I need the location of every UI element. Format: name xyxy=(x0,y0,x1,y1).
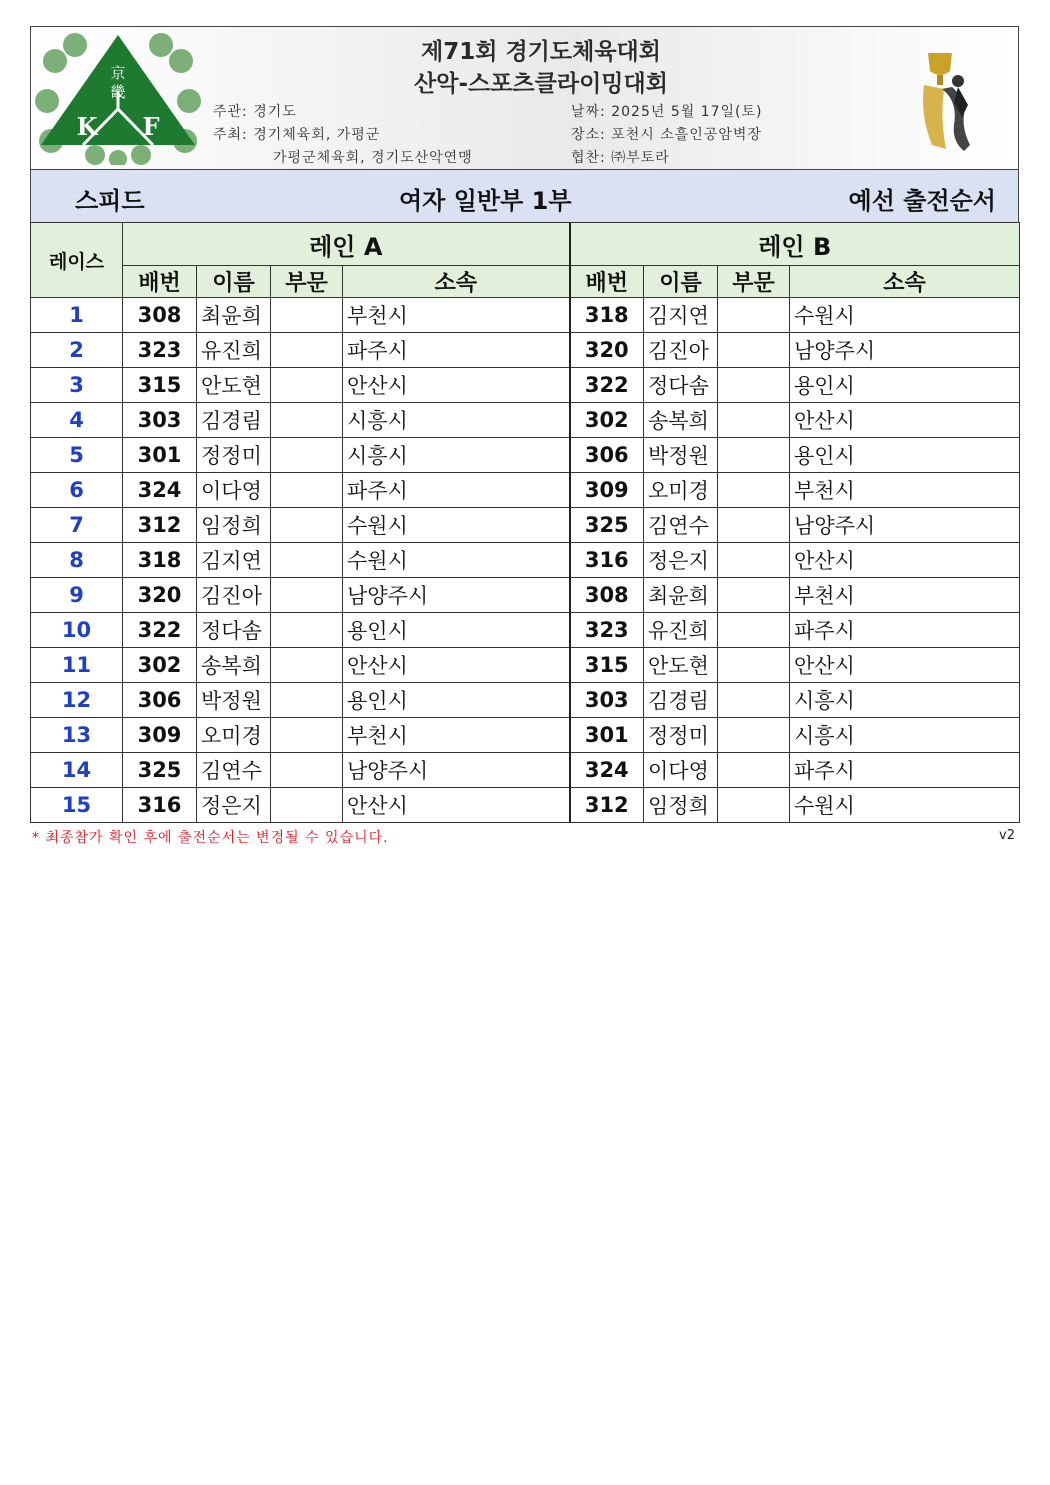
lane-b-club: 남양주시 xyxy=(790,508,1020,543)
lane-a-name: 김경림 xyxy=(197,403,271,438)
table-row xyxy=(31,753,1020,788)
lane-b-name: 정은지 xyxy=(644,543,718,578)
organizer-label: 주관: xyxy=(213,104,248,120)
lane-a-club: 안산시 xyxy=(343,368,570,403)
table-row xyxy=(31,508,1020,543)
lane-a-name-header: 이름 xyxy=(197,266,271,298)
lane-b-bib: 303 xyxy=(570,683,644,718)
footer xyxy=(30,823,1019,845)
lane-a-club: 부천시 xyxy=(343,718,570,753)
lane-b-category xyxy=(718,543,790,578)
date-line xyxy=(571,101,763,121)
race-number: 4 xyxy=(31,403,123,438)
venue-line xyxy=(571,124,762,144)
lane-b-bib: 306 xyxy=(570,438,644,473)
lane-b-bib: 320 xyxy=(570,333,644,368)
lane-b-name: 임정희 xyxy=(644,788,718,823)
race-number: 5 xyxy=(31,438,123,473)
lane-a-category xyxy=(271,753,343,788)
lane-a-category xyxy=(271,473,343,508)
lane-b-bib: 323 xyxy=(570,613,644,648)
event-type: 스피드 xyxy=(75,187,145,215)
lane-a-name: 정정미 xyxy=(197,438,271,473)
table-row xyxy=(31,298,1020,333)
lane-b-name: 정정미 xyxy=(644,718,718,753)
race-number: 15 xyxy=(31,788,123,823)
lane-b-bib: 308 xyxy=(570,578,644,613)
lane-a-club: 남양주시 xyxy=(343,578,570,613)
lane-a-club: 시흥시 xyxy=(343,438,570,473)
lane-b-bib-header: 배번 xyxy=(570,266,644,298)
start-order-sheet xyxy=(30,26,1019,845)
lane-a-club: 수원시 xyxy=(343,543,570,578)
lane-b-name: 유진희 xyxy=(644,613,718,648)
stage-label: 예선 출전순서 xyxy=(848,187,996,215)
lane-b-category xyxy=(718,508,790,543)
race-number: 3 xyxy=(31,368,123,403)
host-line-2: 가평군체육회, 경기도산악연맹 xyxy=(273,150,473,166)
lane-b-bib: 315 xyxy=(570,648,644,683)
lane-a-club: 안산시 xyxy=(343,788,570,823)
kf-logo-icon xyxy=(35,31,201,165)
race-number: 9 xyxy=(31,578,123,613)
lane-b-club: 시흥시 xyxy=(790,718,1020,753)
lane-a-bib: 309 xyxy=(123,718,197,753)
lane-a-name: 박정원 xyxy=(197,683,271,718)
lane-b-name: 정다솜 xyxy=(644,368,718,403)
lane-b-category xyxy=(718,788,790,823)
event-banner xyxy=(30,26,1019,169)
lane-a-bib: 306 xyxy=(123,683,197,718)
lane-b-category xyxy=(718,718,790,753)
lane-a-club: 수원시 xyxy=(343,508,570,543)
host-label: 주최: xyxy=(213,127,248,143)
race-number: 6 xyxy=(31,473,123,508)
lane-b-name: 김지연 xyxy=(644,298,718,333)
sponsor-label: 협찬: xyxy=(571,150,606,166)
lane-b-category xyxy=(718,613,790,648)
table-row xyxy=(31,473,1020,508)
lane-b-club: 안산시 xyxy=(790,543,1020,578)
lane-a-name: 최윤희 xyxy=(197,298,271,333)
lane-a-club: 안산시 xyxy=(343,648,570,683)
lane-a-name: 안도현 xyxy=(197,368,271,403)
lane-b-category-header: 부문 xyxy=(718,266,790,298)
lane-b-club: 수원시 xyxy=(790,788,1020,823)
lane-b-category xyxy=(718,333,790,368)
table-body xyxy=(31,298,1020,823)
lane-b-name: 이다영 xyxy=(644,753,718,788)
lane-b-club: 부천시 xyxy=(790,473,1020,508)
lane-b-category xyxy=(718,683,790,718)
lane-a-category xyxy=(271,613,343,648)
lane-b-club: 수원시 xyxy=(790,298,1020,333)
lane-b-bib: 312 xyxy=(570,788,644,823)
lane-a-name: 이다영 xyxy=(197,473,271,508)
lane-b-category xyxy=(718,648,790,683)
lane-a-name: 유진희 xyxy=(197,333,271,368)
lane-b-name: 안도현 xyxy=(644,648,718,683)
race-number: 2 xyxy=(31,333,123,368)
lane-b-club: 남양주시 xyxy=(790,333,1020,368)
start-order-table xyxy=(30,222,1020,823)
lane-a-name: 김연수 xyxy=(197,753,271,788)
lane-a-bib: 323 xyxy=(123,333,197,368)
lane-b-category xyxy=(718,298,790,333)
lane-b-name: 김경림 xyxy=(644,683,718,718)
lane-b-bib: 301 xyxy=(570,718,644,753)
organizer-value: 경기도 xyxy=(253,104,297,120)
race-column-header: 레이스 xyxy=(31,223,123,298)
lane-b-club: 부천시 xyxy=(790,578,1020,613)
lane-a-header: 레인 A xyxy=(123,223,570,266)
lane-a-club: 파주시 xyxy=(343,473,570,508)
lane-a-bib: 316 xyxy=(123,788,197,823)
lane-b-name: 오미경 xyxy=(644,473,718,508)
event-title: 제71회 경기도체육대회 xyxy=(421,39,661,65)
lane-a-category xyxy=(271,543,343,578)
table-row xyxy=(31,368,1020,403)
lane-b-name: 최윤희 xyxy=(644,578,718,613)
lane-b-bib: 322 xyxy=(570,368,644,403)
table-row xyxy=(31,543,1020,578)
lane-b-category xyxy=(718,368,790,403)
lane-a-bib: 301 xyxy=(123,438,197,473)
lane-b-club: 용인시 xyxy=(790,438,1020,473)
table-row xyxy=(31,403,1020,438)
lane-b-bib: 318 xyxy=(570,298,644,333)
climber-trophy-icon xyxy=(918,45,978,157)
table-row xyxy=(31,613,1020,648)
version-label: v2 xyxy=(999,828,1015,843)
footnote: * 최종참가 확인 후에 출전순서는 변경될 수 있습니다. xyxy=(32,830,389,846)
lane-a-club: 시흥시 xyxy=(343,403,570,438)
lane-a-category xyxy=(271,298,343,333)
lane-b-category xyxy=(718,403,790,438)
sponsor-line xyxy=(571,147,670,167)
lane-b-bib: 302 xyxy=(570,403,644,438)
lane-b-club: 파주시 xyxy=(790,613,1020,648)
lane-b-bib: 316 xyxy=(570,543,644,578)
lane-b-club: 시흥시 xyxy=(790,683,1020,718)
lane-b-club-header: 소속 xyxy=(790,266,1020,298)
logo-char-top: 京 xyxy=(110,64,126,82)
lane-a-name: 오미경 xyxy=(197,718,271,753)
section-header xyxy=(30,169,1019,222)
lane-a-category xyxy=(271,333,343,368)
logo-letter-k: K xyxy=(76,112,98,141)
race-number: 14 xyxy=(31,753,123,788)
lane-a-bib: 325 xyxy=(123,753,197,788)
logo-letter-f: F xyxy=(142,112,160,141)
event-subtitle: 산악-스포츠클라이밍대회 xyxy=(414,71,668,97)
lane-a-bib: 302 xyxy=(123,648,197,683)
lane-b-name: 김진아 xyxy=(644,333,718,368)
lane-b-club: 용인시 xyxy=(790,368,1020,403)
lane-a-category xyxy=(271,683,343,718)
lane-a-category xyxy=(271,578,343,613)
logo-char-mid: 畿 xyxy=(110,83,126,101)
lane-a-bib: 324 xyxy=(123,473,197,508)
table-row xyxy=(31,578,1020,613)
venue-label: 장소: xyxy=(571,127,606,143)
lane-a-category xyxy=(271,718,343,753)
lane-b-header: 레인 B xyxy=(570,223,1020,266)
lane-a-name: 정다솜 xyxy=(197,613,271,648)
race-number: 7 xyxy=(31,508,123,543)
venue-value: 포천시 소흘인공암벽장 xyxy=(611,127,762,143)
lane-b-bib: 324 xyxy=(570,753,644,788)
lane-a-bib: 308 xyxy=(123,298,197,333)
lane-b-category xyxy=(718,473,790,508)
host-line xyxy=(213,124,380,144)
lane-b-category xyxy=(718,438,790,473)
lane-b-bib: 309 xyxy=(570,473,644,508)
lane-a-name: 송복희 xyxy=(197,648,271,683)
lane-a-bib: 312 xyxy=(123,508,197,543)
lane-a-category-header: 부문 xyxy=(271,266,343,298)
lane-b-name: 송복희 xyxy=(644,403,718,438)
date-value: 2025년 5월 17일(토) xyxy=(611,104,763,120)
race-number: 11 xyxy=(31,648,123,683)
table-row xyxy=(31,438,1020,473)
lane-b-bib: 325 xyxy=(570,508,644,543)
lane-a-club: 파주시 xyxy=(343,333,570,368)
race-number: 12 xyxy=(31,683,123,718)
race-number: 13 xyxy=(31,718,123,753)
host-value-1: 경기체육회, 가평군 xyxy=(253,127,381,143)
date-label: 날짜: xyxy=(571,104,606,120)
lane-b-name: 박정원 xyxy=(644,438,718,473)
lane-a-club: 남양주시 xyxy=(343,753,570,788)
race-number: 8 xyxy=(31,543,123,578)
lane-a-name: 임정희 xyxy=(197,508,271,543)
lane-b-club: 안산시 xyxy=(790,648,1020,683)
lane-a-bib: 320 xyxy=(123,578,197,613)
division-label: 여자 일반부 1부 xyxy=(399,187,572,215)
sponsor-value: ㈜부토라 xyxy=(611,150,670,166)
lane-a-club: 용인시 xyxy=(343,683,570,718)
lane-a-club: 부천시 xyxy=(343,298,570,333)
lane-a-bib: 318 xyxy=(123,543,197,578)
lane-a-category xyxy=(271,368,343,403)
lane-a-category xyxy=(271,788,343,823)
table-row xyxy=(31,788,1020,823)
lane-a-category xyxy=(271,438,343,473)
table-row xyxy=(31,333,1020,368)
organizer-line xyxy=(213,101,297,121)
lane-b-name-header: 이름 xyxy=(644,266,718,298)
lane-a-name: 정은지 xyxy=(197,788,271,823)
lane-a-club: 용인시 xyxy=(343,613,570,648)
lane-a-bib: 322 xyxy=(123,613,197,648)
table-row xyxy=(31,718,1020,753)
lane-b-category xyxy=(718,578,790,613)
table-row xyxy=(31,683,1020,718)
lane-a-category xyxy=(271,648,343,683)
lane-a-category xyxy=(271,508,343,543)
lane-a-bib: 315 xyxy=(123,368,197,403)
race-number: 10 xyxy=(31,613,123,648)
lane-a-bib-header: 배번 xyxy=(123,266,197,298)
table-row xyxy=(31,648,1020,683)
lane-b-category xyxy=(718,753,790,788)
lane-a-name: 김진아 xyxy=(197,578,271,613)
lane-a-name: 김지연 xyxy=(197,543,271,578)
lane-b-club: 안산시 xyxy=(790,403,1020,438)
lane-b-club: 파주시 xyxy=(790,753,1020,788)
lane-b-name: 김연수 xyxy=(644,508,718,543)
lane-a-club-header: 소속 xyxy=(343,266,570,298)
lane-a-bib: 303 xyxy=(123,403,197,438)
lane-a-category xyxy=(271,403,343,438)
race-number: 1 xyxy=(31,298,123,333)
